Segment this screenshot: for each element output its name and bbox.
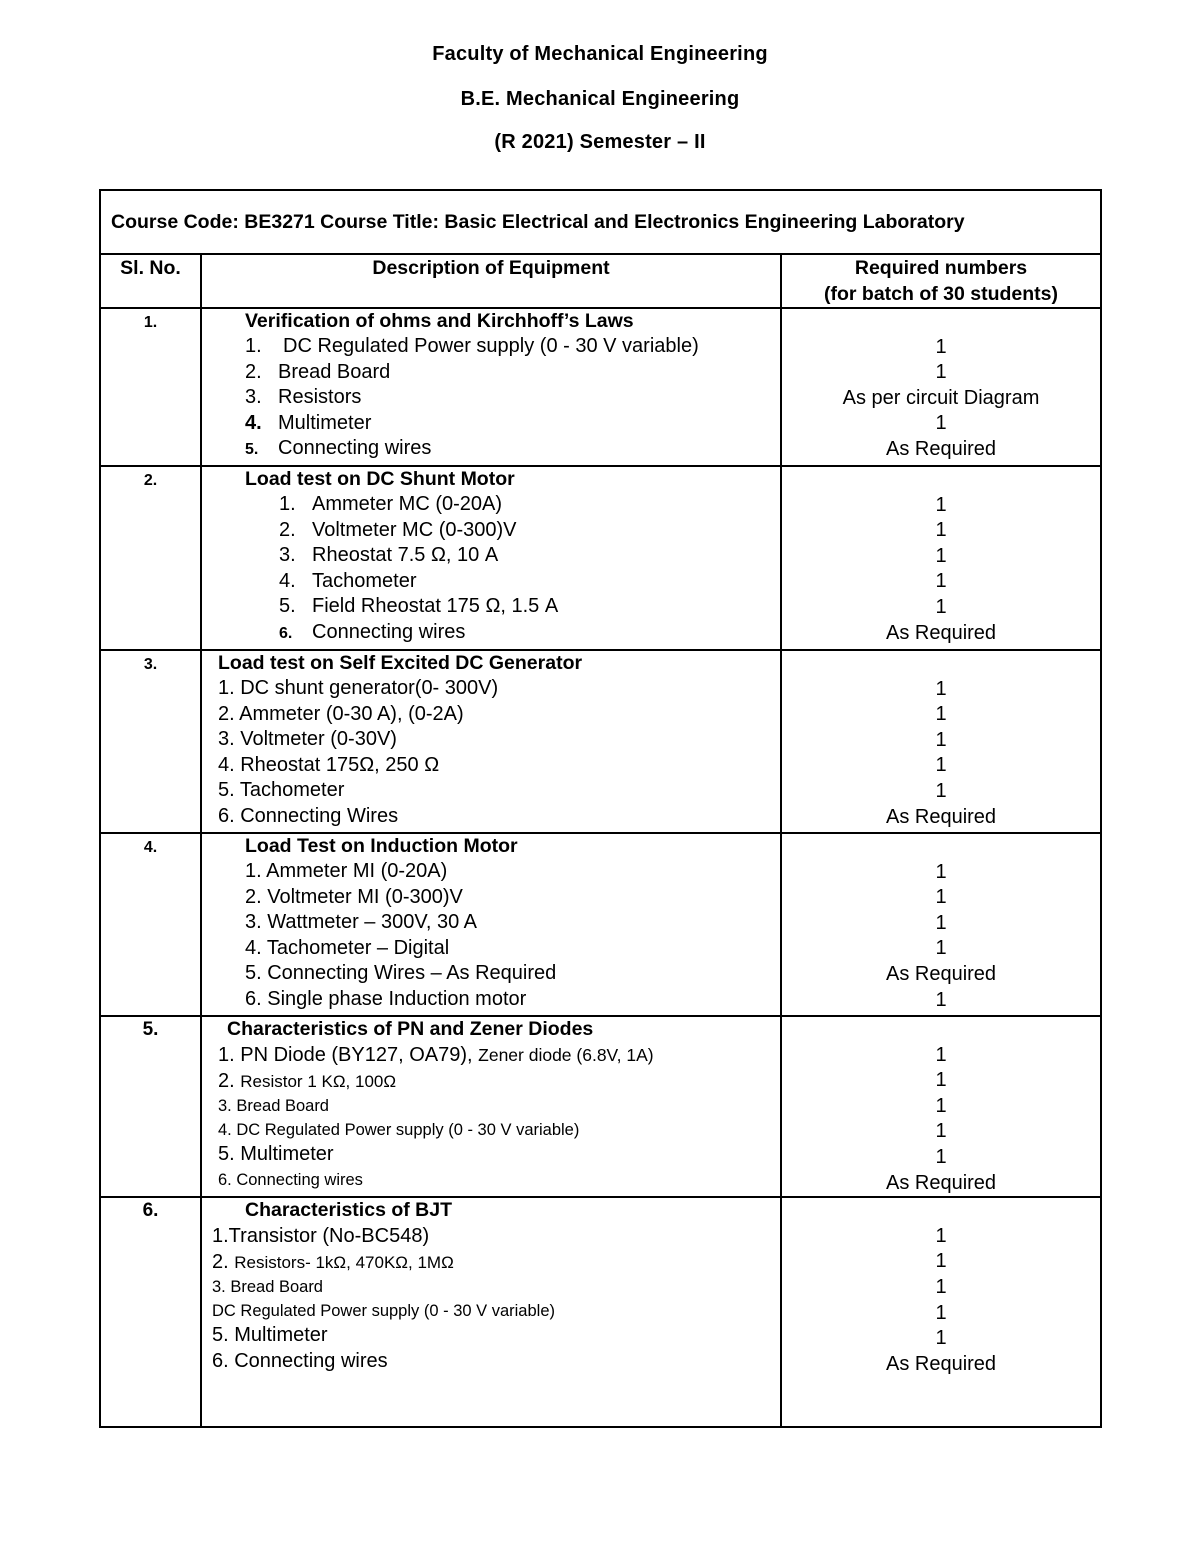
item-text: Field Rheostat 175 Ω, 1.5 A — [312, 595, 559, 618]
quantity: 1 — [935, 1145, 947, 1168]
programme-heading: B.E. Mechanical Engineering — [460, 88, 740, 110]
experiment-row — [100, 833, 1101, 1016]
equipment-item: 6. Connecting Wires — [218, 804, 399, 827]
course-info: Course Code: BE3271 Course Title: Basic Electrical and Electronics Engineering Laboratory — [100, 190, 1101, 254]
col-header-desc — [201, 254, 781, 308]
equipment-item: 5. Tachometer — [218, 779, 345, 802]
quantity-cell — [781, 650, 1101, 833]
description-cell — [201, 466, 781, 650]
quantity: 1 — [935, 335, 947, 358]
experiment-title: Load test on Self Excited DC Generator — [218, 652, 583, 674]
quantity: 1 — [935, 544, 947, 567]
equipment-item: 3. Wattmeter – 300V, 30 A — [245, 911, 477, 934]
experiment-row — [100, 1197, 1101, 1427]
equipment-item — [202, 620, 780, 647]
equipment-item — [202, 1042, 780, 1069]
experiment-row — [100, 466, 1101, 650]
quantity: As Required — [885, 437, 997, 460]
quantity: 1 — [935, 1094, 947, 1117]
description-cell — [201, 308, 781, 466]
item-text: Bread Board — [278, 360, 391, 383]
equipment-item: 1. DC shunt generator(0- 300V) — [218, 677, 499, 699]
equipment-item: 3. Bread Board — [218, 1097, 329, 1116]
experiment-row — [100, 308, 1101, 466]
quantity: 1 — [935, 911, 947, 934]
quantity: 1 — [935, 1224, 947, 1247]
quantity: As per circuit Diagram — [842, 386, 1040, 409]
quantity: 1 — [935, 412, 947, 435]
quantity: 1 — [935, 677, 947, 700]
quantity: As Required — [885, 962, 997, 985]
equipment-item — [202, 594, 780, 620]
item-text: Rheostat 7.5 Ω, 10 A — [312, 544, 499, 567]
equipment-item — [202, 1069, 780, 1095]
experiment-row — [100, 1016, 1101, 1197]
sl-no: 5. — [100, 1016, 201, 1197]
col-header-req-line1: Required numbers — [854, 257, 1028, 279]
item-number: 3. — [279, 544, 296, 567]
quantity: 1 — [935, 937, 947, 960]
quantity: 1 — [935, 1069, 947, 1092]
equipment-item — [202, 334, 780, 360]
item-number: 3. — [245, 386, 262, 409]
equipment-item — [202, 1250, 780, 1276]
quantity-cell — [781, 1197, 1101, 1427]
equipment-item — [202, 385, 780, 411]
item-number: 1. — [245, 335, 262, 357]
quantity: 1 — [935, 1250, 947, 1273]
quantity: 1 — [935, 703, 947, 726]
sl-no: 1. — [100, 308, 201, 466]
equipment-item: 4. Tachometer – Digital — [245, 936, 450, 959]
equipment-item: 3. Voltmeter (0-30V) — [218, 728, 397, 751]
equipment-item — [202, 436, 780, 463]
quantity: 1 — [935, 1301, 947, 1324]
col-header-req — [781, 254, 1101, 308]
item-text-small: Zener diode (6.8V, 1A) — [478, 1045, 654, 1065]
item-text: 2. — [212, 1250, 235, 1273]
equipment-item: DC Regulated Power supply (0 - 30 V variable) — [212, 1302, 555, 1321]
quantity: 1 — [935, 988, 947, 1011]
equipment-item — [202, 569, 780, 595]
quantity-cell — [781, 308, 1101, 466]
item-text: 2. — [218, 1069, 241, 1092]
quantity: 1 — [935, 886, 947, 909]
quantity: 1 — [935, 860, 947, 883]
col-header-desc-text: Description of Equipment — [372, 257, 610, 279]
quantity: 1 — [935, 595, 947, 618]
quantity: 1 — [935, 1327, 947, 1350]
item-number: 4. — [279, 569, 296, 592]
experiment-title: Verification of ohms and Kirchhoff’s Laws — [245, 310, 634, 332]
experiment-title: Characteristics of PN and Zener Diodes — [227, 1018, 594, 1040]
quantity: 1 — [935, 570, 947, 593]
col-header-req-line2: (for batch of 30 students) — [824, 283, 1059, 305]
item-text-small: Resistors- 1kΩ, 470KΩ, 1MΩ — [234, 1252, 454, 1272]
quantity-cell — [781, 833, 1101, 1016]
item-text: Connecting wires — [312, 620, 466, 643]
item-text: Tachometer — [312, 569, 417, 592]
quantity: 1 — [935, 1275, 947, 1298]
equipment-item: 6. Single phase Induction motor — [245, 987, 527, 1010]
semester-heading: (R 2021) Semester – II — [494, 131, 706, 153]
equipment-item: 5. Connecting Wires – As Required — [245, 962, 557, 985]
equipment-item — [202, 518, 780, 544]
equipment-item — [202, 360, 780, 386]
quantity: 1 — [935, 519, 947, 542]
item-text: Resistors — [278, 386, 362, 409]
equipment-item: 1.Transistor (No-BC548) — [212, 1225, 430, 1248]
quantity: 1 — [935, 779, 947, 802]
quantity: 1 — [935, 361, 947, 384]
item-text: DC Regulated Power supply (0 - 30 V variable) — [283, 335, 699, 357]
sl-no: 4. — [100, 833, 201, 1016]
description-cell — [201, 1197, 781, 1427]
equipment-item: 2. Voltmeter MI (0-300)V — [245, 885, 463, 908]
equipment-item — [202, 492, 780, 518]
quantity: 1 — [935, 754, 947, 777]
quantity: 1 — [935, 493, 947, 516]
col-header-sl-text: Sl. No. — [120, 257, 181, 279]
item-number: 2. — [245, 360, 262, 383]
sl-no: 2. — [100, 466, 201, 650]
equipment-item: 6. Connecting wires — [218, 1170, 363, 1189]
equipment-item: 5. Multimeter — [212, 1324, 328, 1347]
quantity: As Required — [885, 1352, 997, 1375]
equipment-item: 2. Ammeter (0-30 A), (0-2A) — [218, 702, 464, 725]
item-text: 1. PN Diode (BY127, OA79), — [218, 1044, 479, 1066]
equipment-item: 5. Multimeter — [218, 1143, 334, 1166]
equipment-item — [202, 543, 780, 569]
quantity: 1 — [935, 728, 947, 751]
item-number: 1. — [279, 493, 296, 515]
quantity: As Required — [885, 1171, 997, 1194]
equipment-item — [202, 411, 780, 437]
course-row — [100, 190, 1101, 254]
item-text: Ammeter MC (0-20A) — [312, 493, 503, 515]
item-number: 6. — [279, 624, 293, 642]
quantity: As Required — [885, 621, 997, 644]
column-header-row — [100, 254, 1101, 308]
quantity-cell — [781, 466, 1101, 650]
item-text: Connecting wires — [278, 437, 432, 460]
equipment-item: 4. Rheostat 175Ω, 250 Ω — [218, 753, 440, 776]
equipment-item: 3. Bread Board — [212, 1278, 323, 1297]
item-number: 5. — [279, 595, 296, 618]
equipment-item: 6. Connecting wires — [212, 1349, 388, 1372]
experiment-row — [100, 650, 1101, 833]
item-text: Multimeter — [278, 411, 372, 434]
item-number: 2. — [279, 518, 296, 541]
description-cell — [201, 833, 781, 1016]
faculty-heading: Faculty of Mechanical Engineering — [432, 43, 768, 65]
item-number: 5. — [245, 441, 259, 459]
col-header-sl — [100, 254, 201, 308]
description-cell — [201, 1016, 781, 1197]
experiment-title: Load Test on Induction Motor — [245, 835, 518, 857]
experiment-title: Load test on DC Shunt Motor — [245, 468, 515, 490]
quantity: 1 — [935, 1120, 947, 1143]
sl-no: 3. — [100, 650, 201, 833]
description-cell — [201, 650, 781, 833]
sl-no: 6. — [100, 1197, 201, 1427]
quantity: As Required — [885, 805, 997, 828]
item-number: 4. — [245, 411, 262, 434]
quantity-cell — [781, 1016, 1101, 1197]
quantity: 1 — [935, 1043, 947, 1066]
equipment-table — [99, 189, 1102, 1428]
item-text-small: Resistor 1 KΩ, 100Ω — [240, 1071, 397, 1091]
equipment-item: 1. Ammeter MI (0-20A) — [245, 860, 448, 882]
equipment-item: 4. DC Regulated Power supply (0 - 30 V variable) — [218, 1121, 580, 1140]
item-text: Voltmeter MC (0-300)V — [312, 518, 517, 541]
experiment-title: Characteristics of BJT — [245, 1199, 452, 1222]
